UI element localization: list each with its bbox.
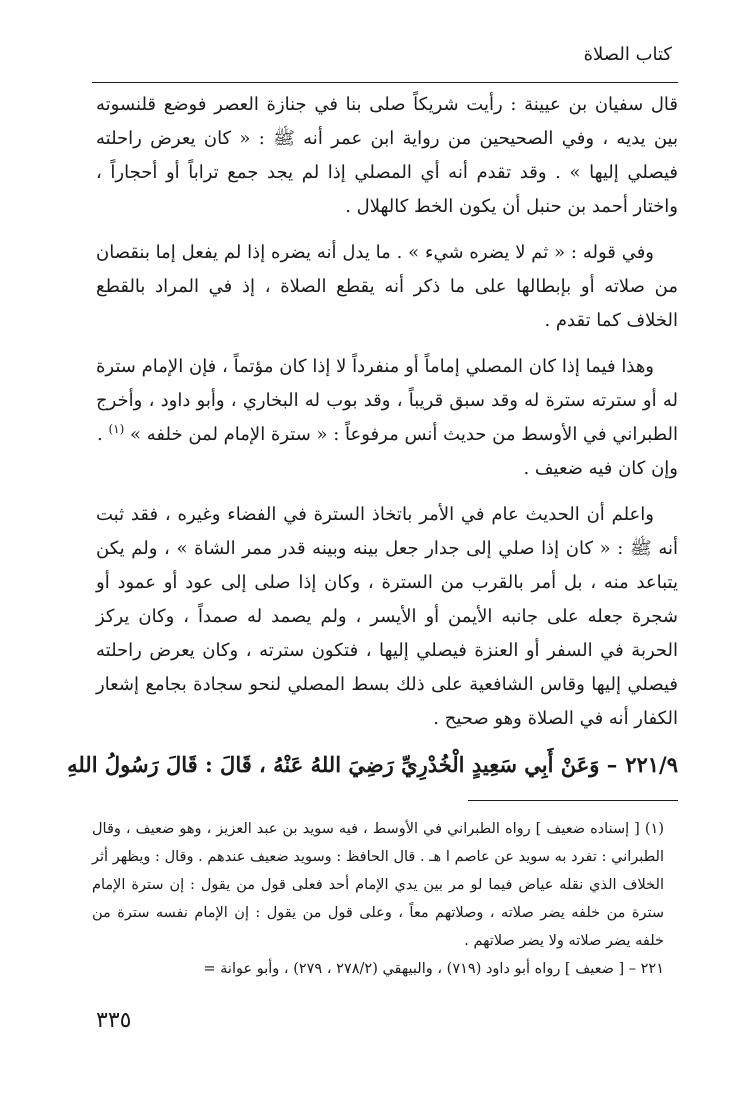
- footnote-marker[interactable]: (١): [108, 422, 125, 436]
- running-header-title: كتاب الصلاة: [583, 44, 672, 65]
- page-number: ٣٣٥: [96, 1008, 132, 1033]
- paragraph: وهذا فيما إذا كان المصلي إماماً أو منفرداً لا إذا كان مؤتماً ، فإن الإمام سترة له أو سترته سترة له وقد سبق قريباً ، وقد بوب له البخاري ، وأبو داود ، وأخرج الطبراني في الأوسط من حديث أنس مرفوعاً : « سترة الإمام لمن خلفه » $^{(١)}$ . وإن كان فيه ضعيف .: [96, 356, 678, 479]
- paragraph-text: وهذا فيما إذا كان المصلي إماماً أو منفرداً لا إذا كان مؤتماً ، فإن الإمام سترة له أو سترته سترة له وقد سبق قريباً ، وقد بوب له البخاري ، وأبو داود ، وأخرج الطبراني في الأوسط من حديث أنس مرفوعاً : « سترة الإمام لمن خلفه »: [96, 356, 678, 445]
- footnotes: [92, 815, 664, 983]
- hadith-number: ٢٢١/٩: [625, 752, 678, 777]
- main-text: [67, 88, 678, 782]
- footnote: (١) [ إسناده ضعيف ] رواه الطبراني في الأوسط ، فيه سويد بن عبد العزيز ، وهو ضعيف ، وقال الطبراني : تفرد به سويد عن عاصم ا هـ . قال الحافظ : وسويد ضعيف عندهم . وقال : ويظهر أثر الخلاف الذي نقله عياض فيما لو مر بين يدي الإمام أحد فعلى قول من يقول : إن سترة الإمام سترة من خلفه يضر صلاته ، وصلاتهم معاً ، وعلى قول من يقول : إن الإمام نفسه سترة من خلفه يضر صلاته ولا يضر صلاتهم .: [92, 821, 664, 949]
- paragraph-text: وإن كان فيه ضعيف .: [523, 458, 678, 479]
- paragraph: واعلم أن الحديث عام في الأمر باتخاذ السترة في الفضاء وغيره ، فقد ثبت أنه ﷺ : « كان إذا صلي إلى جدار جعل بينه وبينه قدر ممر الشاة » ، ولم يكن يتباعد منه ، بل أمر بالقرب من السترة ، وكان إذا صلى إلى عود أو عمود أو شجرة جعله على جانبه الأيمن أو الأيسر ، ولم يصمد له صمداً ، وكان يركز الحربة في السفر أو العنزة فيصلي إليها ، فتكون سترته ، وكان يعرض راحلته فيصلي إليها وقاس الشافعية على ذلك بسط المصلي لنحو سجادة بجامع إشعار الكفار أنه في الصلاة وهو صحيح .: [96, 504, 678, 729]
- paragraph: وفي قوله : « ثم لا يضره شيء » . ما يدل أنه يضره إذا لم يفعل إما بنقصان من صلاته أو بإبطالها على ما ذكر أنه يقطع الصلاة ، إذ في المراد بالقطع الخلاف كما تقدم .: [96, 242, 678, 331]
- hadith-heading: [67, 748, 678, 782]
- paragraph: قال سفيان بن عيينة : رأيت شريكاً صلى بنا في جنازة العصر فوضع قلنسوته بين يديه ، وفي الصحيحين من رواية ابن عمر أنه ﷺ : « كان يعرض راحلته فيصلي إليها » . وقد تقدم أنه أي المصلي إذا لم يجد جمع تراباً أو أحجاراً ، واختار أحمد بن حنبل أن يكون الخط كالهلال .: [96, 94, 678, 217]
- footnote: ٢٢١ – [ ضعيف ] رواه أبو داود (٧١٩) ، والبيهقي (٢٧٨/٢ ، ٢٧٩) ، وأبو عوانة =: [203, 961, 664, 977]
- footnote-rule: [468, 800, 678, 801]
- header-rule: [92, 82, 678, 83]
- hadith-text: – وَعَنْ أَبِي سَعِيدٍ الْخُدْرِيِّ رَضِيَ اللهُ عَنْهُ ، قَالَ : قَالَ رَسُولُ اللهِ: [67, 752, 618, 777]
